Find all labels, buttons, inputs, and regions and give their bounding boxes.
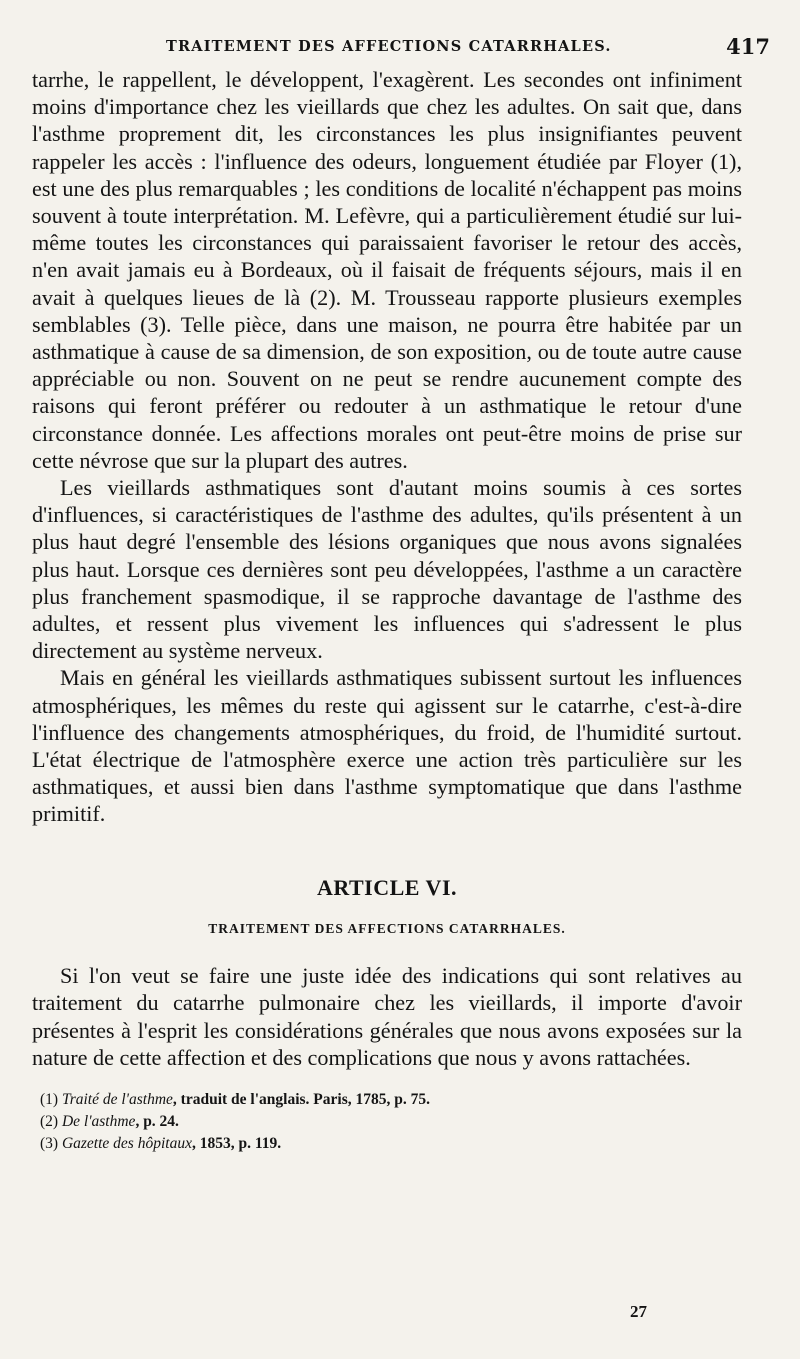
paragraph: Mais en général les vieillards asthmatiques subissent surtout les influences atmosphériques, les mêmes du reste qui agissent sur le catarrhe, c'est-à-dire l'influence des changements atmosphériques, du froid, de l'humidité surtout. L'état électrique de l'atmosphère exerce une action très particulière sur les asthmatiques, et aussi bien dans l'asthme symptomatique que dans l'asthme primitif. <box>32 665 742 827</box>
footnote <box>40 1133 742 1155</box>
footnote <box>40 1111 742 1133</box>
footnote-title: Traité de l'asthme <box>61 1090 173 1108</box>
paragraph-continued: tarrhe, le rappellent, le développent, l'exagèrent. Les secondes ont infiniment moins d'importance chez les vieillards que chez les adultes. On sait que, dans l'asthme proprement dit, les circonstances les plus insignifiantes peuvent rappeler les accès : l'influence des odeurs, longuement étudiée par Floyer (1), est une des plus remarquables ; les conditions de localité n'échappent pas moins souvent à toute interprétation. M. Lefèvre, qui a particulièrement étudié sur lui-même toutes les circonstances qui paraissaient favoriser le retour des accès, n'en avait jamais eu à Bordeaux, où il faisait de fréquents séjours, mais il en avait à quelques lieues de là (2). M. Trousseau rapporte plusieurs exemples semblables (3). Telle pièce, dans une maison, ne pourra être habitée par un asthmatique à cause de sa dimension, de son exposition, ou de toute autre cause appréciable ou non. Souvent on ne peut se rendre aucunement compte des raisons qui feront préférer ou redouter à un asthmatique le retour d'une circonstance donnée. Les affections morales ont peut-être moins de prise sur cette névrose que sur la plupart des autres. <box>32 67 742 473</box>
footnote-number: (2) <box>40 1112 59 1130</box>
signature-mark: 27 <box>630 1302 647 1321</box>
footnote <box>40 1089 742 1111</box>
footnote-rest: , 1853, p. 119. <box>191 1134 282 1152</box>
running-title: TRAITEMENT DES AFFECTIONS CATARRHALES. <box>166 38 612 55</box>
running-head <box>34 34 770 64</box>
page-number: 417 <box>726 34 770 59</box>
paragraph: Les vieillards asthmatiques sont d'autant moins soumis à ces sortes d'influences, si caractéristiques de l'asthme des adultes, qu'ils présentent à un plus haut degré l'ensemble des lésions organiques que nous avons signalées plus haut. Lorsque ces dernières sont peu développées, l'asthme a un caractère plus franchement spasmodique, il se rapproche davantage de l'asthme des adultes, et ressent plus vivement les influences qui s'adressent le plus directement au système nerveux. <box>32 475 742 664</box>
section-title: TRAITEMENT DES AFFECTIONS CATARRHALES. <box>208 920 566 936</box>
footnote-title: Gazette des hôpitaux <box>61 1134 192 1152</box>
paragraph: Si l'on veut se faire une juste idée des indications qui sont relatives au traitement du catarrhe pulmonaire chez les vieillards, il importe d'avoir présentes à l'esprit les considérations générales que nous avons exposées sur la nature de cette affection et des complications que nous y avons rattachées. <box>32 963 742 1070</box>
article-title: ARTICLE VI. <box>316 874 458 900</box>
footnote-number: (3) <box>40 1134 59 1152</box>
footnote-title: De l'asthme <box>61 1112 136 1130</box>
footnote-rest: , traduit de l'anglais. Paris, 1785, p. 75. <box>172 1090 430 1108</box>
footnotes <box>32 1089 742 1155</box>
footnote-number: (1) <box>40 1090 59 1108</box>
footnote-rest: , p. 24. <box>135 1112 179 1130</box>
page-body <box>32 66 742 1155</box>
